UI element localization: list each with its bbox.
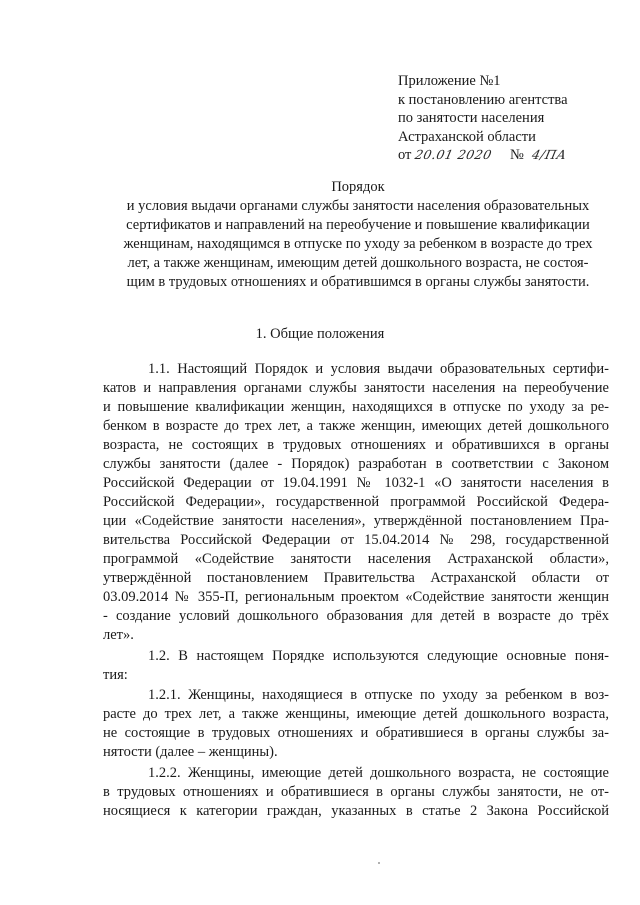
date-prefix: от [398,147,412,163]
paragraph-1-2-2 [103,764,609,821]
title-line: лет, а также женщинам, имеющим детей дошкольного возраста, не состоя- [127,255,589,271]
text-line: программой «Содействие занятости населения Астраханской области», [103,551,609,567]
text-line: - создание условий дошкольного образования для детей в возрасте до трёх [103,608,609,624]
text-line: в трудовых отношениях и обратившиеся в органы службы занятости, не от- [103,784,609,800]
text-line: службы занятости (далее - Порядок) разработан в соответствии с Законом [103,456,609,472]
text-line: ции «Содействие занятости населения», утверждённой постановлением Пра- [103,513,609,529]
text-line: вительства Российской Федерации от 15.04.2014 № 298, государственной [103,532,609,548]
text-line: бенком в возрасте до трех лет, а также женщин, имеющих детей дошкольного [103,418,609,434]
paragraph-1-2-1 [103,686,609,762]
title-line: женщинам, находящимся в отпуске по уходу за ребенком в возрасте до трех [123,236,593,252]
text-line: Российской Федерации», государственной программой Российской Федера- [103,494,609,510]
appendix-line-4: Астраханской области [398,128,536,145]
text-line: расте до трех лет, а также женщины, имеющие детей дошкольного возраста, [103,706,609,722]
document-title [108,178,608,292]
text-line: утверждённой постановлением Правительства Астраханской области от [103,570,609,586]
text-line: Российской Федерации от 19.04.1991 № 1032-1 «О занятости населения в [103,475,609,491]
text-line: катов и направления органами службы занятости населения на переобучение [103,380,609,396]
title-line: щим в трудовых отношениях и обратившимся в органы службы занятости. [126,274,590,290]
paragraph-1-2 [103,647,609,685]
appendix-line-3: по занятости населения [398,110,545,126]
handwritten-number: 4/ПА [530,147,569,162]
text-line: 1.2.2. Женщины, имеющие детей дошкольного возраста, не состоящие [148,765,609,781]
appendix-block [398,72,568,165]
appendix-line-1: Приложение №1 [398,73,501,89]
text-line: и повышение квалификации женщин, находящихся в отпуске по уходу за ре- [103,399,609,415]
text-line: носящиеся к категории граждан, указанных в статье 2 Закона Российской [103,803,609,819]
text-line: 1.2. В настоящем Порядке используются следующие основные поня- [148,648,609,664]
scan-speck [378,862,380,864]
title-heading: Порядок [331,179,385,195]
text-line: нятости (далее – женщины). [103,744,278,760]
title-line: сертификатов и направлений на переобучение и повышение квалификации [126,217,590,233]
text-line: лет». [103,627,134,643]
handwritten-date: 20.01 2020 [413,147,494,162]
text-line: не состоящие в трудовых отношениях и обратившиеся в органы службы за- [103,725,609,741]
text-line: 1.2.1. Женщины, находящиеся в отпуске по уходу за ребенком в воз- [148,687,609,703]
appendix-date-line [398,146,568,165]
title-line: и условия выдачи органами службы занятости населения образовательных [126,198,590,214]
section-heading: 1. Общие положения [255,326,385,342]
text-line: 03.09.2014 № 355-П, региональным проектом «Содействие занятости женщин [103,589,609,605]
number-label: № [509,147,524,163]
text-line: 1.1. Настоящий Порядок и условия выдачи образовательных сертифи- [148,361,609,377]
paragraph-1-1 [103,360,609,645]
appendix-line-2: к постановлению агентства [398,91,568,108]
text-line: возраста, не состоящих в трудовых отношениях и обратившихся в органы [103,437,609,453]
text-line: тия: [103,667,128,683]
